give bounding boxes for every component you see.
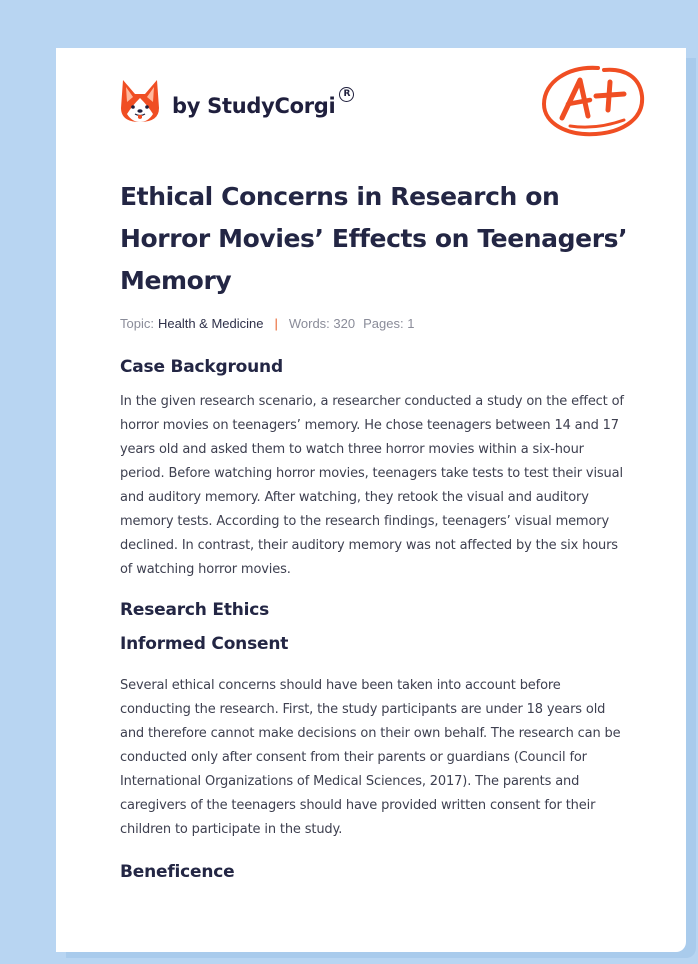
word-count: Words: 320 [288,316,356,331]
heading-case-background: Case Background [120,357,283,377]
document-content [120,176,630,882]
brand-name[interactable]: by StudyCorgi [172,94,336,118]
paragraph-case-background: In the given research scenario, a researcher conducted a study on the effect of horror movies on teenagers’ memory. He chose teenagers between 14 and 17 years old and asked them to watch three horror movies within a six-hour period. Before watching horror movies, teenagers take tests to test their visual and auditory memory. After watching, they retook the visual and auditory memory tests. According to the research findings, teenagers’ visual memory declined. In contrast, their auditory memory was not affected by the six hours of watching horror movies. [120,394,624,577]
page-title: Ethical Concerns in Research on Horror Movies’ Effects on Teenagers’ Memory [120,182,628,295]
heading-informed-consent: Informed Consent [120,634,289,654]
registered-mark: R [339,87,354,102]
heading-beneficence: Beneficence [120,862,235,882]
heading-research-ethics: Research Ethics [120,600,270,620]
brand-header [120,76,354,126]
page-count: Pages: 1 [363,316,415,331]
a-plus-grade-icon [538,60,648,140]
topic-label: Topic: [120,316,154,331]
document-meta [120,316,630,331]
paragraph-informed-consent: Several ethical concerns should have been taken into account before conducting the research. First, the study participants are under 18 years old and therefore cannot make decisions on their own behalf. The research can be conducted only after consent from their parents or guardians (Council for International Organizations of Medical Sciences, 2017). The parents and caregivers of the teenagers should have provided written consent for their children to participate in the study. [120,678,621,837]
corgi-logo-icon [120,78,160,124]
topic-link[interactable]: Health & Medicine [157,316,264,331]
meta-separator: | [274,316,278,331]
document-card [56,48,686,952]
